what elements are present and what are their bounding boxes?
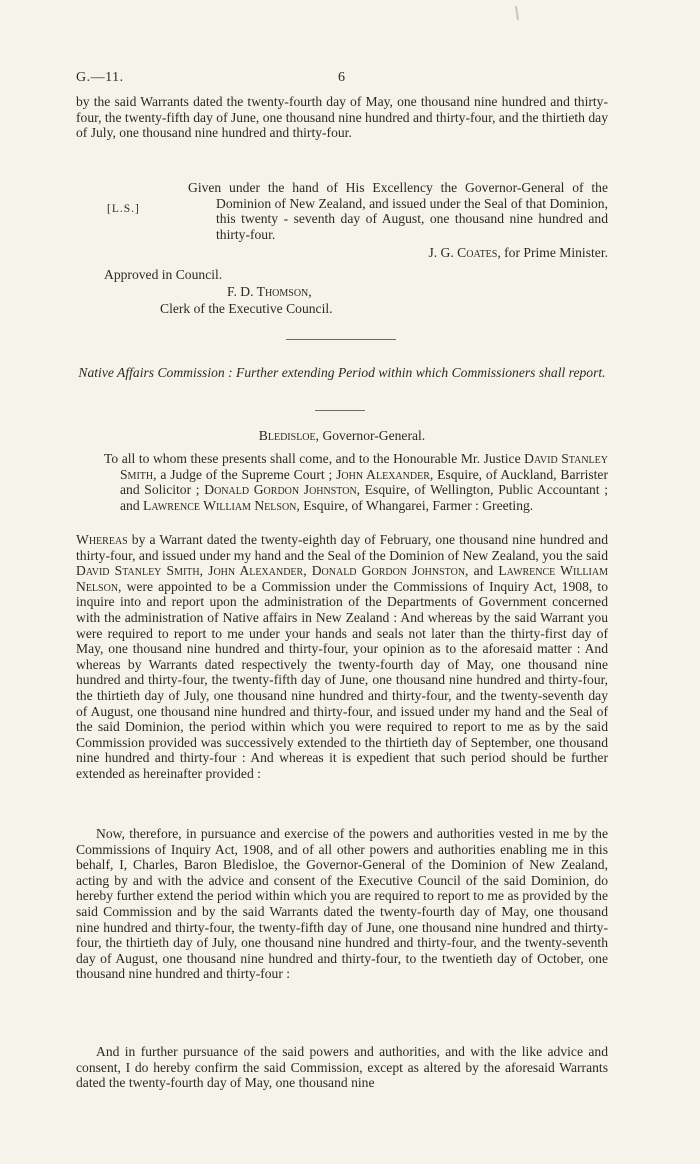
commissioner-2: John Alexander <box>336 466 430 482</box>
given-text: Given under the hand of His Excellency the Governor-General of the Dominion of New Zealand, and issued under the Seal of that Dominion, this twenty - seventh day of August, one thousand nine hundred and thirty-four. <box>188 180 608 242</box>
section-title: Native Affairs Commission : Further extending Period within which Commissioners shall report. <box>78 365 606 380</box>
clerk-title: Clerk of the Executive Council. <box>160 301 333 316</box>
clerk-name-line: F. D. Thomson, <box>227 284 312 299</box>
clerk-name: F. D. Thomson <box>227 284 309 299</box>
governor-title: , Governor-General. <box>315 428 426 443</box>
commissioner-3: Donald Gordon Johnston <box>204 482 357 498</box>
page-number: 6 <box>338 70 346 85</box>
whereas-lead: Whereas <box>76 532 128 547</box>
given-under-hand-paragraph <box>188 180 608 242</box>
further-pursuance-paragraph: And in further pursuance of the said powers and authorities, and with the like advice and consent, I do hereby confirm the said Commission, except as altered by the aforesaid Warrants dated the twenty-fourth day of May, one thousand nine <box>76 1044 608 1091</box>
commissioner-names: David Stanley Smith, John Alexander, Donald Gordon Johnston, <box>76 563 469 579</box>
address-paragraph: To all to whom these presents shall come, and to the Honourable Mr. Justice David Stanley Smith, a Judge of the Supreme Court ; John Alexander, Esquire, of Auckland, Barrister and Solicitor ; Donald Gordon Johnston, Esquire, of Wellington, Public Accountant ; and Lawrence William Nelson, Esquire, of Whangarei, Farmer : Greeting. <box>104 451 609 513</box>
governor-name: Bledisloe <box>258 428 316 443</box>
signatory-line <box>188 245 608 261</box>
seal-mark: [L.S.] <box>107 203 140 215</box>
title-divider <box>315 410 365 411</box>
signatory-name: J. G. Coates <box>428 245 498 260</box>
commissioner-4: Lawrence William Nelson <box>143 497 297 513</box>
now-therefore-paragraph: Now, therefore, in pursuance and exercise of the powers and authorities vested in me by the Commissions of Inquiry Act, 1908, and of all other powers and authorities enabling me in this behalf, I, Charles, Baron Bledisloe, the Governor-General of the Dominion of New Zealand, acting by and with the advice and consent of the Executive Council of the said Dominion, do hereby further extend the period within which you are required to report to me as provided by the said Commission and by the said Warrants dated the twenty-fourth day of May, one thousand nine hundred and thirty-four, the twenty-fifth day of June, one thousand nine hundred and thirty-four, the thirtieth day of July, one thousand nine hundred and thirty-four, and the twenty-seventh day of August, one thousand nine hundred and thirty-four, to the twentieth day of October, one thousand nine hundred and thirty-four : <box>76 826 608 982</box>
document-reference: G.—11. <box>76 70 124 85</box>
commissioner-1: David Stanley Smith <box>120 451 608 482</box>
section-divider <box>286 339 396 340</box>
opening-paragraph: by the said Warrants dated the twenty-fourth day of May, one thousand nine hundred and thirty-four, the twenty-fifth day of June, one thousand nine hundred and thirty-four, and the thirtieth day of July, one thousand nine hundred and thirty-four. <box>76 94 608 141</box>
approved-in-council: Approved in Council. <box>104 267 223 282</box>
whereas-paragraph: Whereas by a Warrant dated the twenty-eighth day of February, one thousand nine hundred and thirty-four, and issued under my hand and the Seal of the Dominion of New Zealand, you the said David Stanley Smith, John Alexander, Donald Gordon Johnston, and Lawrence William Nelson, were appointed to be a Commission under the Commissions of Inquiry Act, 1908, to inquire into and report upon the administration of the Departments of Government concerned with the administration of Native affairs in New Zealand : And whereas by the said Warrant you were required to report to me under your hands and seals not later than the thirty-first day of May, one thousand nine hundred and thirty-four, your opinion as to the aforesaid matter : And whereas by Warrants dated respectively the twenty-fourth day of May, one thousand nine hundred and thirty-four, the twenty-fifth day of June, one thousand nine hundred and thirty-four, the thirtieth day of July, one thousand nine hundred and thirty-four, and the twenty-seventh day of August, one thousand nine hundred and thirty-four, and issued under my hand and the Seal of the said Dominion, the period within which you were required to report to me as by the said Commission provided was successively extended to the thirtieth day of September, one thousand nine hundred and thirty-four : And whereas it is expedient that such period should be further extended as hereinafter provided : <box>76 532 608 781</box>
governor-line <box>76 428 608 444</box>
scan-mark <box>515 6 519 20</box>
commissioner-name-last: Lawrence William Nelson <box>76 563 608 594</box>
signatory-role: , for Prime Minister. <box>497 245 608 260</box>
